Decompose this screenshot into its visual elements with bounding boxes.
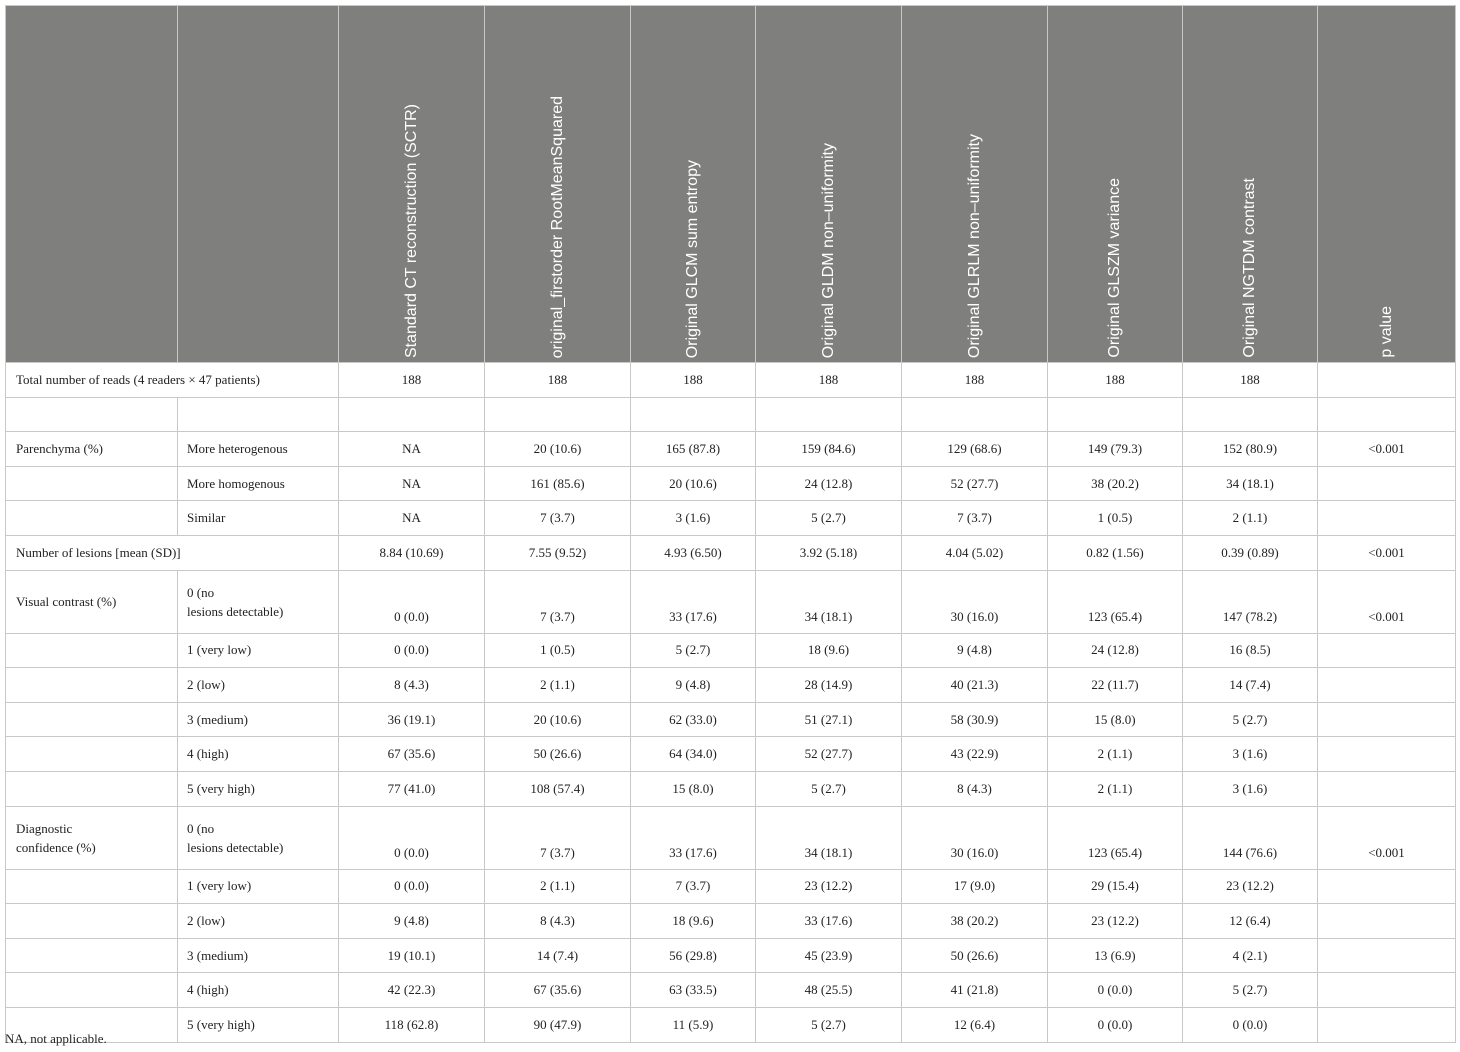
cell: 5 (2.7): [756, 771, 902, 806]
cell: 15 (8.0): [1048, 702, 1183, 737]
cell: 7.55 (9.52): [485, 535, 631, 570]
cell: 48 (25.5): [756, 973, 902, 1008]
table-row: [6, 570, 1456, 633]
cell: 188: [485, 363, 631, 398]
cell: 129 (68.6): [902, 432, 1048, 467]
cell: 67 (35.6): [485, 973, 631, 1008]
cell: 8 (4.3): [485, 904, 631, 939]
cell: 29 (15.4): [1048, 869, 1183, 904]
cell: [1318, 501, 1456, 536]
cell: 34 (18.1): [1183, 466, 1318, 501]
cell: [1318, 668, 1456, 703]
cell: 188: [1183, 363, 1318, 398]
cell: 2 (1.1): [1183, 501, 1318, 536]
header-glcm: Original GLCM sum entropy: [631, 6, 756, 363]
spacer-row: [6, 397, 1456, 432]
cell: [1318, 702, 1456, 737]
cell: 62 (33.0): [631, 702, 756, 737]
cell: 5 (2.7): [1183, 702, 1318, 737]
sub-label: More homogenous: [178, 466, 339, 501]
cell: 3 (1.6): [631, 501, 756, 536]
header-row: [6, 6, 1456, 363]
cell: 5 (2.7): [1183, 973, 1318, 1008]
header-glszm: Original GLSZM variance: [1048, 6, 1183, 363]
cell: 7 (3.7): [485, 501, 631, 536]
cell: 38 (20.2): [1048, 466, 1183, 501]
cell: [1318, 869, 1456, 904]
table-row: [6, 806, 1456, 869]
results-table: [5, 5, 1456, 1043]
cell: 14 (7.4): [1183, 668, 1318, 703]
cell: [1318, 938, 1456, 973]
cell: 58 (30.9): [902, 702, 1048, 737]
cell: 159 (84.6): [756, 432, 902, 467]
cell: 52 (27.7): [902, 466, 1048, 501]
sub-label: More heterogenous: [178, 432, 339, 467]
cell: 38 (20.2): [902, 904, 1048, 939]
cell: 1 (0.5): [1048, 501, 1183, 536]
cell: 17 (9.0): [902, 869, 1048, 904]
cell: 11 (5.9): [631, 1007, 756, 1042]
cell: 123 (65.4): [1048, 806, 1183, 869]
cell: 7 (3.7): [485, 806, 631, 869]
cell: [1318, 904, 1456, 939]
cell: 34 (18.1): [756, 570, 902, 633]
table-row: [6, 363, 1456, 398]
header-cell-empty: [6, 6, 178, 363]
table-row: [6, 535, 1456, 570]
cell: 56 (29.8): [631, 938, 756, 973]
cell: 30 (16.0): [902, 570, 1048, 633]
row-label: Visual contrast (%): [6, 570, 178, 633]
cell: [1318, 737, 1456, 772]
cell: 0 (0.0): [1048, 1007, 1183, 1042]
sub-label: Similar: [178, 501, 339, 536]
cell: 8 (4.3): [339, 668, 485, 703]
cell: 16 (8.5): [1183, 633, 1318, 668]
cell: 0.82 (1.56): [1048, 535, 1183, 570]
cell: 3 (1.6): [1183, 771, 1318, 806]
cell: 45 (23.9): [756, 938, 902, 973]
cell: 20 (10.6): [485, 702, 631, 737]
sub-label: 1 (very low): [178, 869, 339, 904]
table-row: [6, 668, 1456, 703]
header-firstorder: original_firstorder RootMeanSquared: [485, 6, 631, 363]
cell: 188: [339, 363, 485, 398]
cell: 9 (4.8): [902, 633, 1048, 668]
cell: 23 (12.2): [1183, 869, 1318, 904]
cell: 23 (12.2): [756, 869, 902, 904]
header-cell-empty: [178, 6, 339, 363]
cell: 0 (0.0): [1183, 1007, 1318, 1042]
cell: [1318, 633, 1456, 668]
cell: 0 (0.0): [339, 806, 485, 869]
cell: 152 (80.9): [1183, 432, 1318, 467]
cell: 33 (17.6): [631, 570, 756, 633]
header-gldm: Original GLDM non–uniformity: [756, 6, 902, 363]
cell: 0 (0.0): [339, 869, 485, 904]
cell: 33 (17.6): [756, 904, 902, 939]
cell: [1318, 973, 1456, 1008]
table-row: [6, 771, 1456, 806]
cell: 2 (1.1): [1048, 737, 1183, 772]
sub-label: 0 (no lesions detectable): [178, 570, 339, 633]
sub-label: 1 (very low): [178, 633, 339, 668]
cell: 20 (10.6): [485, 432, 631, 467]
cell: 4 (2.1): [1183, 938, 1318, 973]
cell: 22 (11.7): [1048, 668, 1183, 703]
cell: 18 (9.6): [756, 633, 902, 668]
table-row: [6, 973, 1456, 1008]
cell: 108 (57.4): [485, 771, 631, 806]
table-row: [6, 938, 1456, 973]
cell: 28 (14.9): [756, 668, 902, 703]
cell: 188: [1048, 363, 1183, 398]
row-label: Parenchyma (%): [6, 432, 178, 467]
cell: 52 (27.7): [756, 737, 902, 772]
cell: 161 (85.6): [485, 466, 631, 501]
cell: 149 (79.3): [1048, 432, 1183, 467]
cell: NA: [339, 466, 485, 501]
cell: 188: [902, 363, 1048, 398]
cell: [1318, 771, 1456, 806]
cell: [1318, 466, 1456, 501]
cell: 12 (6.4): [902, 1007, 1048, 1042]
sub-label: 3 (medium): [178, 938, 339, 973]
cell: 18 (9.6): [631, 904, 756, 939]
cell: 0 (0.0): [1048, 973, 1183, 1008]
cell: 5 (2.7): [756, 1007, 902, 1042]
cell: NA: [339, 501, 485, 536]
header-ngtdm: Original NGTDM contrast: [1183, 6, 1318, 363]
cell: 4.93 (6.50): [631, 535, 756, 570]
cell: 0.39 (0.89): [1183, 535, 1318, 570]
cell: 2 (1.1): [1048, 771, 1183, 806]
cell: 1 (0.5): [485, 633, 631, 668]
sub-label: 4 (high): [178, 737, 339, 772]
cell: 64 (34.0): [631, 737, 756, 772]
cell: 90 (47.9): [485, 1007, 631, 1042]
header-glrlm: Original GLRLM non–uniformity: [902, 6, 1048, 363]
cell: 7 (3.7): [631, 869, 756, 904]
cell: 118 (62.8): [339, 1007, 485, 1042]
cell: 36 (19.1): [339, 702, 485, 737]
cell: 15 (8.0): [631, 771, 756, 806]
cell: 40 (21.3): [902, 668, 1048, 703]
header-sctr: Standard CT reconstruction (SCTR): [339, 6, 485, 363]
cell: NA: [339, 432, 485, 467]
cell: 20 (10.6): [631, 466, 756, 501]
cell: <0.001: [1318, 806, 1456, 869]
table-row: [6, 466, 1456, 501]
cell: 147 (78.2): [1183, 570, 1318, 633]
cell: 165 (87.8): [631, 432, 756, 467]
cell: 63 (33.5): [631, 973, 756, 1008]
cell: 41 (21.8): [902, 973, 1048, 1008]
cell: 9 (4.8): [339, 904, 485, 939]
cell: 5 (2.7): [756, 501, 902, 536]
sub-label: 2 (low): [178, 904, 339, 939]
cell: 3.92 (5.18): [756, 535, 902, 570]
cell: 34 (18.1): [756, 806, 902, 869]
cell: 24 (12.8): [756, 466, 902, 501]
table-row: [6, 904, 1456, 939]
table-row: [6, 1007, 1456, 1042]
header-p-value: p value: [1318, 6, 1456, 363]
cell: [1318, 363, 1456, 398]
cell: 51 (27.1): [756, 702, 902, 737]
cell: <0.001: [1318, 432, 1456, 467]
sub-label: 4 (high): [178, 973, 339, 1008]
sub-label: 5 (very high): [178, 771, 339, 806]
cell: 8 (4.3): [902, 771, 1048, 806]
cell: 0 (0.0): [339, 570, 485, 633]
cell: 3 (1.6): [1183, 737, 1318, 772]
cell: 12 (6.4): [1183, 904, 1318, 939]
cell: 67 (35.6): [339, 737, 485, 772]
table-row: [6, 737, 1456, 772]
cell: 19 (10.1): [339, 938, 485, 973]
cell: 4.04 (5.02): [902, 535, 1048, 570]
cell: 50 (26.6): [902, 938, 1048, 973]
table-row: [6, 432, 1456, 467]
cell: 7 (3.7): [902, 501, 1048, 536]
table-row: [6, 869, 1456, 904]
table-row: [6, 633, 1456, 668]
table-row: [6, 501, 1456, 536]
cell: 33 (17.6): [631, 806, 756, 869]
cell: 8.84 (10.69): [339, 535, 485, 570]
cell: <0.001: [1318, 535, 1456, 570]
cell: 2 (1.1): [485, 668, 631, 703]
cell: <0.001: [1318, 570, 1456, 633]
cell: 7 (3.7): [485, 570, 631, 633]
cell: 188: [631, 363, 756, 398]
cell: 2 (1.1): [485, 869, 631, 904]
cell: 42 (22.3): [339, 973, 485, 1008]
cell: 77 (41.0): [339, 771, 485, 806]
cell: 123 (65.4): [1048, 570, 1183, 633]
cell: 30 (16.0): [902, 806, 1048, 869]
sub-label: 2 (low): [178, 668, 339, 703]
sub-label: 0 (no lesions detectable): [178, 806, 339, 869]
cell: 43 (22.9): [902, 737, 1048, 772]
sub-label: 3 (medium): [178, 702, 339, 737]
cell: 9 (4.8): [631, 668, 756, 703]
cell: 5 (2.7): [631, 633, 756, 668]
cell: 50 (26.6): [485, 737, 631, 772]
row-label: Diagnostic confidence (%): [6, 806, 178, 869]
cell: [1318, 1007, 1456, 1042]
cell: 24 (12.8): [1048, 633, 1183, 668]
cell: 23 (12.2): [1048, 904, 1183, 939]
cell: 188: [756, 363, 902, 398]
footnote: NA, not applicable.: [5, 1031, 107, 1046]
row-label: Total number of reads (4 readers × 47 patients): [6, 363, 339, 398]
table-row: [6, 702, 1456, 737]
cell: 0 (0.0): [339, 633, 485, 668]
row-label: Number of lesions [mean (SD)]: [6, 535, 339, 570]
cell: 14 (7.4): [485, 938, 631, 973]
cell: 144 (76.6): [1183, 806, 1318, 869]
sub-label: 5 (very high): [178, 1007, 339, 1042]
cell: 13 (6.9): [1048, 938, 1183, 973]
